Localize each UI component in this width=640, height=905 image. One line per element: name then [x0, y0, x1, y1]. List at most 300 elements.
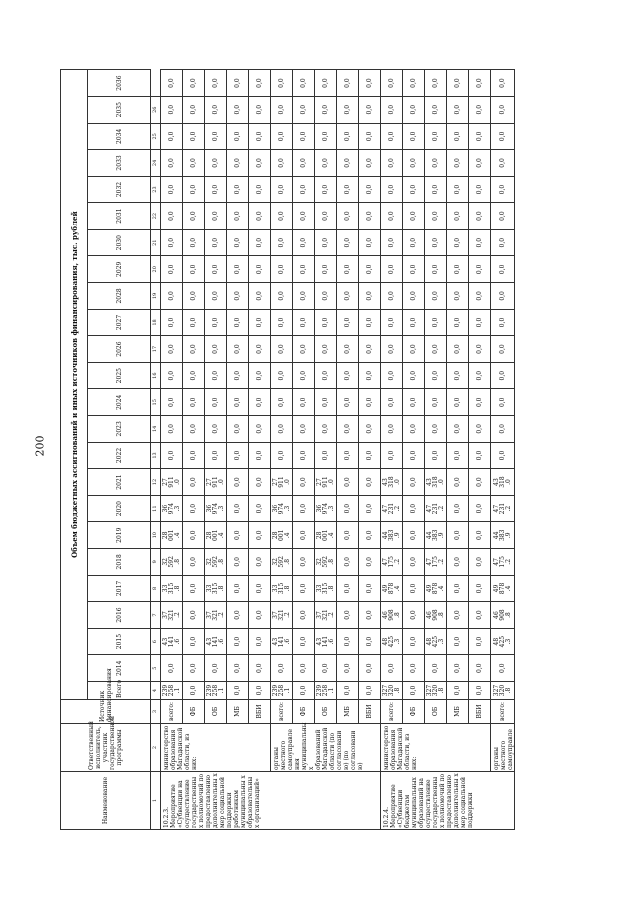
- year-value: 0,0: [403, 416, 425, 443]
- year-value: 0,0: [249, 416, 271, 443]
- year-value: 0,0: [315, 416, 337, 443]
- year-value: 0,0: [205, 123, 227, 150]
- year-value: 49 878 .4: [381, 575, 403, 602]
- header-year: 2034: [88, 123, 151, 150]
- year-value: 0,0: [381, 150, 403, 177]
- year-value: 28 001 .4: [205, 522, 227, 549]
- year-value: 0,0: [249, 176, 271, 203]
- funding-source: МБ: [227, 700, 249, 724]
- year-value: 0,0: [337, 469, 359, 496]
- year-value: 0,0: [249, 655, 271, 682]
- year-value: 0,0: [491, 70, 515, 97]
- year-value: 0,0: [381, 442, 403, 469]
- column-number: 12: [151, 469, 161, 496]
- column-number: 18: [151, 309, 161, 336]
- year-value: 0,0: [183, 389, 205, 416]
- year-value: 0,0: [183, 549, 205, 576]
- year-value: 0,0: [271, 150, 293, 177]
- year-value: 0,0: [337, 176, 359, 203]
- year-value: 0,0: [161, 655, 183, 682]
- year-value: 47 231 .2: [491, 495, 515, 522]
- year-value: 0,0: [359, 495, 381, 522]
- year-value: 0,0: [227, 575, 249, 602]
- year-value: 0,0: [337, 628, 359, 655]
- column-number: 24: [151, 150, 161, 177]
- year-value: 0,0: [161, 229, 183, 256]
- year-value: 0,0: [359, 416, 381, 443]
- header-year: 2023: [88, 416, 151, 443]
- year-value: 0,0: [227, 469, 249, 496]
- total-value: 0,0: [403, 682, 425, 700]
- year-value: 0,0: [205, 389, 227, 416]
- year-value: 33 315 .8: [205, 575, 227, 602]
- year-value: 0,0: [447, 522, 469, 549]
- year-value: 0,0: [183, 229, 205, 256]
- year-value: 0,0: [183, 575, 205, 602]
- year-value: 0,0: [425, 229, 447, 256]
- year-value: 46 908 .8: [425, 602, 447, 629]
- year-value: 0,0: [161, 336, 183, 363]
- year-value: 0,0: [293, 256, 315, 283]
- year-value: 28 001 .4: [315, 522, 337, 549]
- year-value: 0,0: [293, 150, 315, 177]
- year-value: 43 141 .6: [315, 628, 337, 655]
- year-value: 0,0: [183, 469, 205, 496]
- year-value: 0,0: [161, 283, 183, 310]
- year-value: 0,0: [469, 283, 491, 310]
- year-value: 32 592 .8: [315, 549, 337, 576]
- header-year: 2036: [88, 70, 151, 97]
- year-value: 0,0: [337, 70, 359, 97]
- year-value: 0,0: [359, 96, 381, 123]
- year-value: 0,0: [337, 655, 359, 682]
- year-value: 27 911 .0: [271, 469, 293, 496]
- column-number: 15: [151, 389, 161, 416]
- column-number: 7: [151, 602, 161, 629]
- year-value: 47 231 .2: [381, 495, 403, 522]
- year-value: 0,0: [315, 176, 337, 203]
- year-value: 0,0: [403, 123, 425, 150]
- year-value: 0,0: [293, 96, 315, 123]
- year-value: 36 974 .3: [315, 495, 337, 522]
- year-value: 0,0: [205, 96, 227, 123]
- year-value: 0,0: [337, 389, 359, 416]
- year-value: 0,0: [227, 123, 249, 150]
- year-value: 33 315 .8: [315, 575, 337, 602]
- year-value: 0,0: [337, 416, 359, 443]
- year-value: 0,0: [403, 602, 425, 629]
- column-number: 23: [151, 176, 161, 203]
- header-year: 2018: [88, 549, 151, 576]
- year-value: 0,0: [447, 150, 469, 177]
- year-value: 0,0: [491, 176, 515, 203]
- year-value: 47 175 .2: [491, 549, 515, 576]
- year-value: 36 974 .3: [271, 495, 293, 522]
- year-value: 0,0: [271, 336, 293, 363]
- year-value: 0,0: [491, 416, 515, 443]
- total-value: 0,0: [293, 682, 315, 700]
- year-value: 49 878 .4: [491, 575, 515, 602]
- year-value: 0,0: [403, 442, 425, 469]
- page-number: 200: [33, 435, 47, 457]
- year-value: 0,0: [359, 336, 381, 363]
- year-value: 0,0: [469, 522, 491, 549]
- funding-table: [60, 69, 515, 830]
- year-value: 0,0: [183, 176, 205, 203]
- year-value: 0,0: [249, 96, 271, 123]
- year-value: 0,0: [227, 549, 249, 576]
- year-value: 47 175 .2: [425, 549, 447, 576]
- year-value: 0,0: [337, 442, 359, 469]
- column-number: 10: [151, 522, 161, 549]
- table-row: [271, 70, 293, 830]
- year-value: 0,0: [205, 256, 227, 283]
- table-row: [161, 70, 183, 830]
- year-value: 0,0: [359, 362, 381, 389]
- year-value: 0,0: [227, 309, 249, 336]
- year-value: 0,0: [271, 416, 293, 443]
- year-value: 0,0: [183, 442, 205, 469]
- year-value: 0,0: [183, 123, 205, 150]
- year-value: 0,0: [271, 203, 293, 230]
- table-row: [249, 70, 271, 830]
- year-value: 0,0: [447, 203, 469, 230]
- year-value: 0,0: [381, 203, 403, 230]
- year-value: 0,0: [491, 229, 515, 256]
- funding-source: ВБИ: [359, 700, 381, 724]
- year-value: 0,0: [469, 362, 491, 389]
- year-value: 36 974 .3: [205, 495, 227, 522]
- year-value: 0,0: [183, 309, 205, 336]
- year-value: 0,0: [271, 283, 293, 310]
- total-value: 0,0: [447, 682, 469, 700]
- year-value: 0,0: [205, 176, 227, 203]
- year-value: 0,0: [425, 96, 447, 123]
- column-number: 13: [151, 442, 161, 469]
- table-row: [381, 70, 403, 830]
- year-value: 0,0: [469, 336, 491, 363]
- year-value: 49 878 .4: [425, 575, 447, 602]
- year-value: 0,0: [381, 229, 403, 256]
- column-number: 22: [151, 203, 161, 230]
- year-value: 0,0: [447, 602, 469, 629]
- funding-source: ВБИ: [469, 700, 491, 724]
- year-value: 0,0: [425, 416, 447, 443]
- funding-source: ФБ: [183, 700, 205, 724]
- column-number: 2: [151, 724, 161, 772]
- year-value: 0,0: [447, 176, 469, 203]
- year-value: 0,0: [249, 123, 271, 150]
- year-value: 0,0: [491, 96, 515, 123]
- year-value: 48 425 .3: [425, 628, 447, 655]
- header-year: 2029: [88, 256, 151, 283]
- year-value: 0,0: [249, 442, 271, 469]
- year-value: 0,0: [337, 362, 359, 389]
- year-value: 0,0: [183, 602, 205, 629]
- total-value: 239 258 .1: [271, 682, 293, 700]
- year-value: 0,0: [359, 70, 381, 97]
- year-value: 0,0: [337, 575, 359, 602]
- year-value: 0,0: [315, 229, 337, 256]
- year-value: 0,0: [381, 389, 403, 416]
- funding-source: ОБ: [315, 700, 337, 724]
- year-value: 0,0: [447, 628, 469, 655]
- year-value: 47 175 .2: [381, 549, 403, 576]
- year-value: 43 318 .0: [425, 469, 447, 496]
- year-value: 36 974 .3: [161, 495, 183, 522]
- year-value: 0,0: [491, 309, 515, 336]
- year-value: 0,0: [161, 150, 183, 177]
- funding-source: МБ: [337, 700, 359, 724]
- funding-source: ВБИ: [249, 700, 271, 724]
- year-value: 0,0: [469, 495, 491, 522]
- year-value: 0,0: [403, 336, 425, 363]
- funding-source: ФБ: [293, 700, 315, 724]
- year-value: 0,0: [315, 123, 337, 150]
- year-value: 44 383 .9: [381, 522, 403, 549]
- year-value: 0,0: [271, 362, 293, 389]
- year-value: 0,0: [491, 256, 515, 283]
- year-value: 0,0: [469, 549, 491, 576]
- year-value: 0,0: [271, 96, 293, 123]
- table-row: [205, 70, 227, 830]
- header-year: 2017: [88, 575, 151, 602]
- year-value: 0,0: [293, 309, 315, 336]
- year-value: 0,0: [249, 549, 271, 576]
- header-year: 2035: [88, 96, 151, 123]
- year-value: 37 321 .2: [315, 602, 337, 629]
- year-value: 0,0: [447, 469, 469, 496]
- header-total: Всего: [88, 682, 151, 700]
- year-value: 33 315 .8: [161, 575, 183, 602]
- year-value: 37 321 .2: [271, 602, 293, 629]
- year-value: 0,0: [161, 70, 183, 97]
- year-value: 0,0: [469, 389, 491, 416]
- year-value: 0,0: [403, 362, 425, 389]
- column-number: 5: [151, 655, 161, 682]
- year-value: 0,0: [161, 123, 183, 150]
- year-value: 0,0: [447, 549, 469, 576]
- year-value: 0,0: [227, 416, 249, 443]
- year-value: 0,0: [293, 176, 315, 203]
- year-value: 33 315 .8: [271, 575, 293, 602]
- year-value: 0,0: [271, 309, 293, 336]
- year-value: 0,0: [227, 150, 249, 177]
- table-row: [403, 70, 425, 830]
- year-value: 0,0: [249, 495, 271, 522]
- year-value: 0,0: [183, 70, 205, 97]
- year-value: 0,0: [315, 389, 337, 416]
- year-value: 0,0: [315, 150, 337, 177]
- year-value: 0,0: [491, 150, 515, 177]
- year-value: 0,0: [491, 389, 515, 416]
- year-value: 0,0: [359, 522, 381, 549]
- table-row: [315, 70, 337, 830]
- year-value: 0,0: [425, 283, 447, 310]
- year-value: 0,0: [403, 96, 425, 123]
- year-value: 48 425 .3: [381, 628, 403, 655]
- total-value: 327 320 .8: [381, 682, 403, 700]
- header-year: 2016: [88, 602, 151, 629]
- total-value: 0,0: [249, 682, 271, 700]
- year-value: 0,0: [183, 96, 205, 123]
- year-value: 0,0: [227, 628, 249, 655]
- year-value: 0,0: [249, 229, 271, 256]
- year-value: 0,0: [227, 602, 249, 629]
- column-number: 4: [151, 682, 161, 700]
- year-value: 0,0: [293, 628, 315, 655]
- year-value: 0,0: [293, 442, 315, 469]
- year-value: 0,0: [249, 203, 271, 230]
- year-value: 0,0: [337, 283, 359, 310]
- year-value: 0,0: [293, 469, 315, 496]
- year-value: 0,0: [227, 389, 249, 416]
- year-value: 0,0: [469, 575, 491, 602]
- column-number: 14: [151, 416, 161, 443]
- year-value: 0,0: [359, 655, 381, 682]
- year-value: 0,0: [425, 150, 447, 177]
- total-value: 239 258 .1: [315, 682, 337, 700]
- year-value: 0,0: [447, 123, 469, 150]
- total-value: 239 258 .1: [161, 682, 183, 700]
- year-value: 32 592 .8: [271, 549, 293, 576]
- year-value: 0,0: [315, 256, 337, 283]
- year-value: 0,0: [315, 442, 337, 469]
- table-row: [469, 70, 491, 830]
- year-value: 0,0: [491, 336, 515, 363]
- year-value: 0,0: [205, 70, 227, 97]
- year-value: 37 321 .2: [205, 602, 227, 629]
- year-value: 0,0: [205, 336, 227, 363]
- year-value: 0,0: [205, 442, 227, 469]
- table-row: [183, 70, 205, 830]
- year-value: 0,0: [293, 229, 315, 256]
- total-value: 327 320 .8: [425, 682, 447, 700]
- year-value: 0,0: [447, 575, 469, 602]
- year-value: 0,0: [271, 229, 293, 256]
- year-value: 27 911 .0: [205, 469, 227, 496]
- year-value: 0,0: [293, 283, 315, 310]
- year-value: 0,0: [227, 283, 249, 310]
- year-value: 0,0: [183, 283, 205, 310]
- rotated-table-frame: [60, 70, 600, 830]
- year-value: 0,0: [359, 309, 381, 336]
- year-value: 43 141 .6: [161, 628, 183, 655]
- column-number: 21: [151, 229, 161, 256]
- year-value: 0,0: [359, 469, 381, 496]
- responsible-org: министерство образования Магаданской области, из них:: [381, 724, 491, 772]
- year-value: 0,0: [469, 442, 491, 469]
- year-value: 32 592 .8: [161, 549, 183, 576]
- year-value: 0,0: [403, 575, 425, 602]
- column-number: 1: [151, 772, 161, 830]
- year-value: 0,0: [293, 602, 315, 629]
- year-value: 0,0: [469, 123, 491, 150]
- year-value: 0,0: [205, 203, 227, 230]
- year-value: 0,0: [447, 229, 469, 256]
- year-value: 0,0: [403, 495, 425, 522]
- year-value: 0,0: [359, 203, 381, 230]
- table-row: [359, 70, 381, 830]
- year-value: 0,0: [161, 256, 183, 283]
- year-value: 0,0: [491, 655, 515, 682]
- header-responsible: Ответственный исполнитель, участник государственной программы: [61, 724, 151, 772]
- total-value: 239 258 .1: [205, 682, 227, 700]
- year-value: 0,0: [425, 309, 447, 336]
- year-value: 0,0: [227, 362, 249, 389]
- column-number: 8: [151, 575, 161, 602]
- year-value: 0,0: [447, 495, 469, 522]
- year-value: 0,0: [249, 522, 271, 549]
- year-value: 0,0: [359, 575, 381, 602]
- year-value: 0,0: [425, 256, 447, 283]
- header-funding: Объем бюджетных ассигнований и иных источников финансирования, тыс. рублей: [61, 70, 88, 700]
- year-value: 0,0: [337, 123, 359, 150]
- funding-source: всего:: [161, 700, 183, 724]
- year-value: 0,0: [337, 229, 359, 256]
- column-number: 26: [151, 96, 161, 123]
- measure-name: 10.2.3. Мероприятие «Субвенции на осуществление государственны х полномочий по предоставлению дополнительны х мер социальной поддержки работникам муниципальны х образовательны х организаций»: [161, 772, 381, 830]
- year-value: 28 001 .4: [161, 522, 183, 549]
- year-value: 0,0: [271, 123, 293, 150]
- year-value: 0,0: [403, 469, 425, 496]
- table-row: [227, 70, 249, 830]
- year-value: 0,0: [183, 203, 205, 230]
- year-value: 0,0: [205, 150, 227, 177]
- year-value: 0,0: [293, 389, 315, 416]
- year-value: 0,0: [293, 123, 315, 150]
- year-value: 0,0: [403, 655, 425, 682]
- year-value: 0,0: [249, 469, 271, 496]
- year-value: 0,0: [183, 336, 205, 363]
- year-value: 0,0: [381, 655, 403, 682]
- year-value: 0,0: [381, 362, 403, 389]
- header-year: 2030: [88, 229, 151, 256]
- year-value: 0,0: [315, 203, 337, 230]
- year-value: 0,0: [293, 655, 315, 682]
- year-value: 0,0: [161, 389, 183, 416]
- year-value: 0,0: [447, 96, 469, 123]
- total-value: 0,0: [359, 682, 381, 700]
- year-value: 0,0: [315, 283, 337, 310]
- year-value: 0,0: [293, 336, 315, 363]
- year-value: 0,0: [315, 70, 337, 97]
- year-value: 0,0: [359, 256, 381, 283]
- year-value: 0,0: [381, 309, 403, 336]
- total-value: 0,0: [337, 682, 359, 700]
- year-value: 0,0: [249, 602, 271, 629]
- year-value: 37 321 .2: [161, 602, 183, 629]
- year-value: 0,0: [381, 70, 403, 97]
- year-value: 0,0: [271, 176, 293, 203]
- year-value: 0,0: [249, 628, 271, 655]
- total-value: 327 320 .8: [491, 682, 515, 700]
- year-value: 44 383 .9: [491, 522, 515, 549]
- year-value: 43 318 .0: [381, 469, 403, 496]
- year-value: 0,0: [315, 655, 337, 682]
- year-value: 0,0: [249, 389, 271, 416]
- header-year: 2025: [88, 362, 151, 389]
- year-value: 0,0: [183, 495, 205, 522]
- year-value: 0,0: [447, 655, 469, 682]
- year-value: 43 141 .6: [271, 628, 293, 655]
- year-value: 28 001 .4: [271, 522, 293, 549]
- header-year: 2031: [88, 203, 151, 230]
- funding-source: всего:: [381, 700, 403, 724]
- funding-source: всего:: [271, 700, 293, 724]
- table-row: [447, 70, 469, 830]
- year-value: 0,0: [337, 495, 359, 522]
